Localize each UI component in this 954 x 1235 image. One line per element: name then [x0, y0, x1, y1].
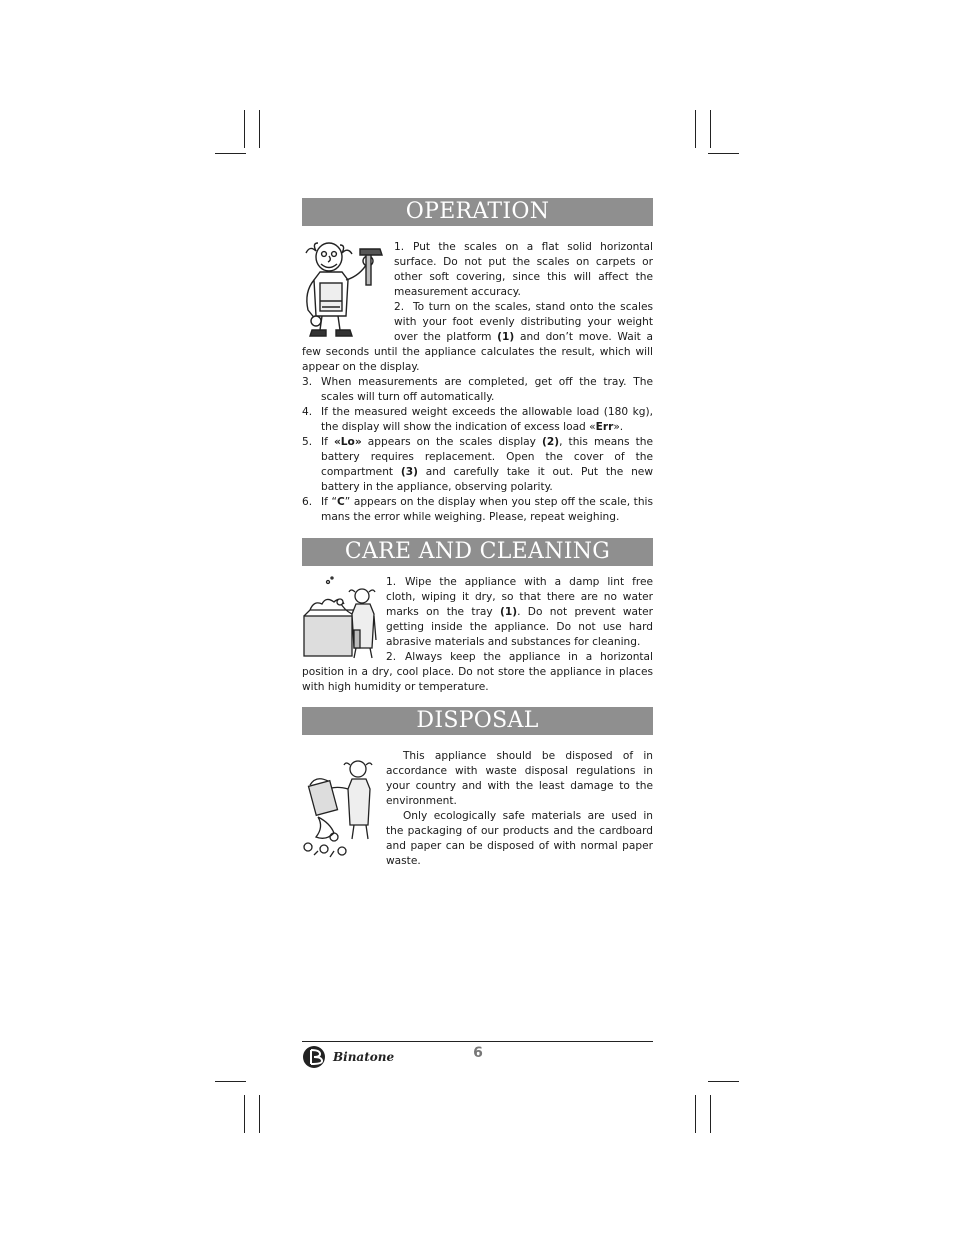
- crop-mark: [695, 110, 696, 148]
- care-step-1: 1. Wipe the appliance with a damp lint free cloth, wiping it dry, so that there are no water marks on the tray (1). Do not prevent water getting inside the appliance. Do not use hard abrasive materials and substances for cleaning.: [386, 576, 653, 648]
- crop-mark: [695, 1095, 696, 1133]
- crop-mark: [710, 1095, 711, 1133]
- operation-step-2: 2. To turn on the scales, stand onto the scales with your foot evenly distributing your weight over the platform (1) and don’t move. Wait a few seconds until the appliance calculates the result, which will appear on the display.: [302, 301, 654, 373]
- crop-mark: [259, 110, 260, 148]
- brand-logo: [302, 1045, 394, 1069]
- operation-step-5: 5. If «Lo» appears on the scales display (2), this means the battery requires replacement. Open the cover of the compartment (3) and carefully take it out. Put the new battery in the appliance, observing polarity.: [302, 436, 653, 493]
- disposal-paragraph-1: This appliance should be disposed of in accordance with waste disposal regulations in your country and with the least damage to the environment.: [386, 750, 653, 807]
- crop-mark: [708, 153, 739, 154]
- crop-mark: [215, 1081, 246, 1082]
- crop-mark: [244, 1095, 245, 1133]
- page-number: 6: [473, 1045, 483, 1061]
- cleaning-illustration: [302, 576, 378, 662]
- disposal-illustration: [302, 755, 378, 859]
- crop-mark: [708, 1081, 739, 1082]
- operation-step-6: 6. If “C” appears on the display when you step off the scale, this mans the error while weighing. Please, repeat weighing.: [302, 496, 654, 523]
- operation-section: [302, 240, 653, 525]
- operation-step-1: 1. Put the scales on a flat solid horizontal surface. Do not put the scales on carpets or other soft covering, since this will affect the measurement accuracy.: [394, 241, 653, 298]
- disposal-section: [302, 749, 653, 869]
- operation-heading: OPERATION: [302, 198, 653, 226]
- binatone-logo-icon: [302, 1045, 330, 1069]
- operation-step-4: 4. If the measured weight exceeds the allowable load (180 kg), the display will show the indication of excess load «Err».: [302, 406, 653, 433]
- disposal-heading: DISPOSAL: [302, 707, 653, 735]
- operation-step-3: 3. When measurements are completed, get off the tray. The scales will turn off automatically.: [302, 376, 653, 403]
- crop-mark: [215, 153, 246, 154]
- crop-mark: [259, 1095, 260, 1133]
- crop-mark: [244, 110, 245, 148]
- brand-name: Binatone: [333, 1050, 395, 1064]
- care-section: [302, 575, 653, 695]
- care-heading: CARE AND CLEANING: [302, 538, 653, 566]
- care-step-2: 2. Always keep the appliance in a horizontal position in a dry, cool place. Do not store the appliance in places with high humidity or temperature.: [302, 651, 653, 693]
- footer-rule: [302, 1041, 653, 1042]
- handyman-hammer-illustration: [302, 241, 388, 341]
- disposal-paragraph-2: Only ecologically safe materials are used in the packaging of our products and the cardboard and paper can be disposed of with normal paper waste.: [386, 810, 653, 867]
- crop-mark: [710, 110, 711, 148]
